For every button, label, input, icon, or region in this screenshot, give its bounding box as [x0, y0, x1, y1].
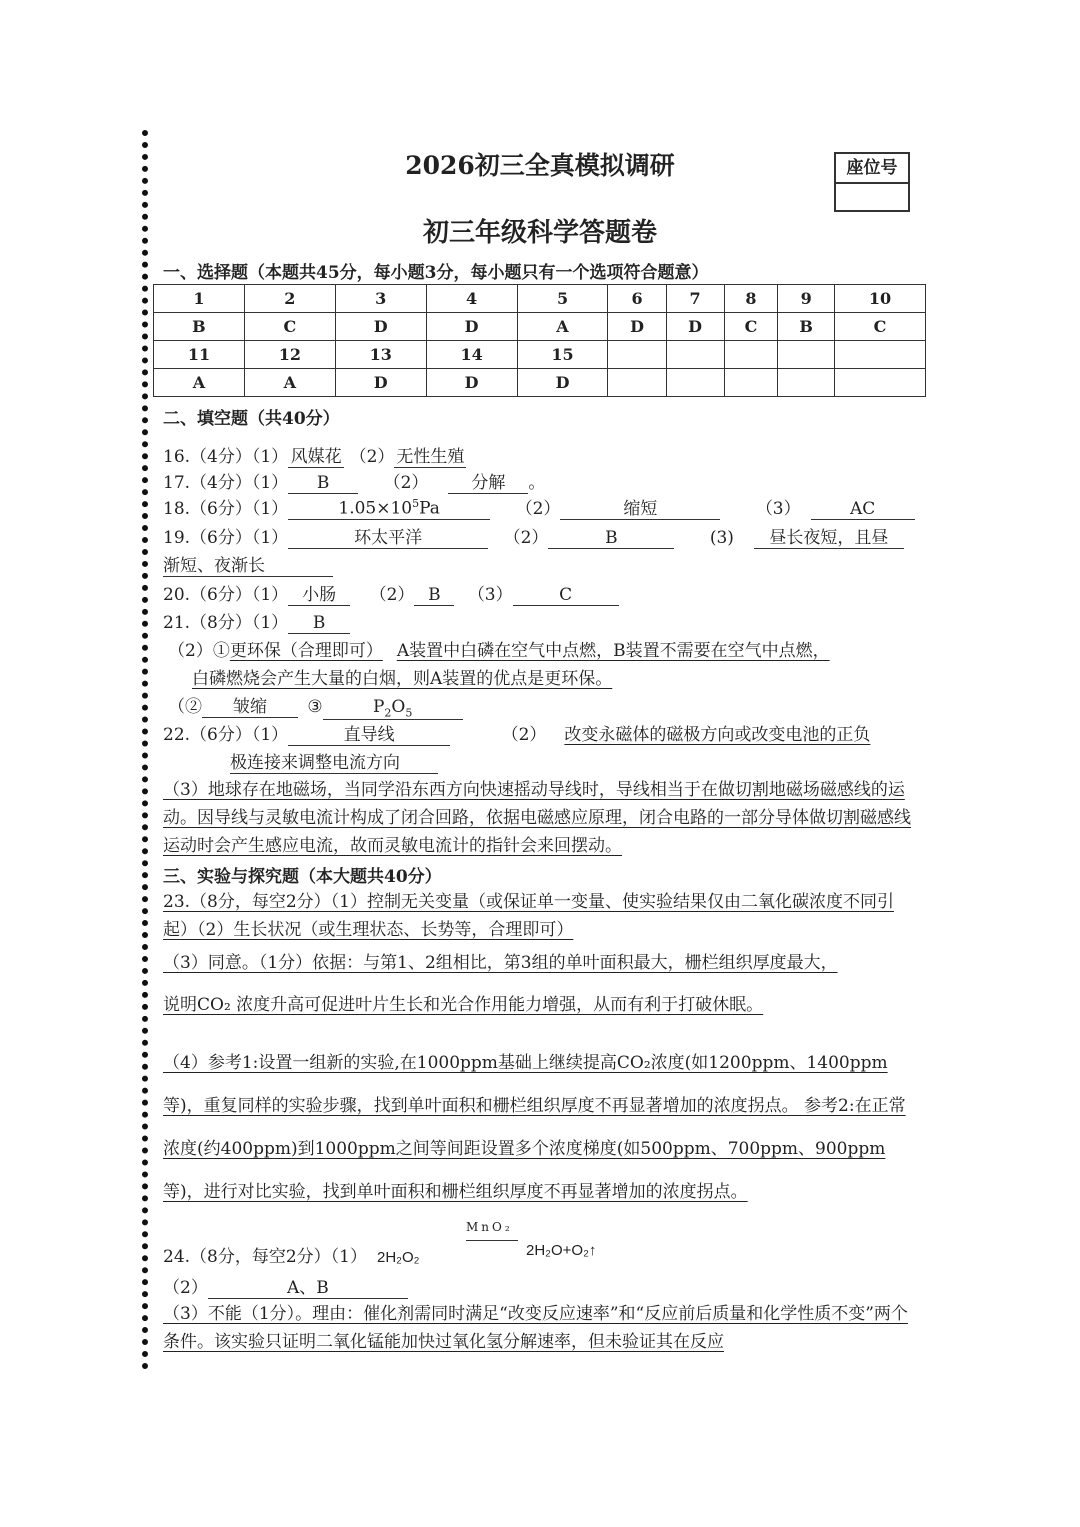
q22-part3-text: （3）地球存在地磁场，当同学沿东西方向快速摇动导线时，导线相当于在做切割地磁场磁感线的运动。因导线与灵敏电流计构成了闭合回路，依据电磁感应原理，闭合电路的一部分导体做切割磁感线运动时会产生感应电流，故而灵敏电流计的指针会来回摆动: [163, 780, 911, 856]
question-number: 3: [335, 285, 426, 313]
question-number: 8: [724, 285, 778, 313]
reaction-arrow-line: [466, 1240, 518, 1241]
question-number: [724, 341, 778, 369]
q17-answer2: 分解: [448, 468, 528, 494]
answer-cell: [724, 369, 778, 397]
exam-title: 2026初三全真模拟调研: [405, 151, 675, 180]
question-number: 7: [666, 285, 724, 313]
q21-part2c-answer: [323, 697, 463, 720]
q22-mid: （2）: [501, 725, 547, 745]
q20-answer1: 小肠: [288, 580, 350, 606]
q19-answer1: 环太平洋: [288, 523, 488, 549]
q18-answer2: 缩短: [560, 494, 720, 520]
q22-part3-end: 。: [605, 836, 622, 856]
answer-cell: [608, 369, 666, 397]
q18-line: [163, 494, 915, 520]
formula-sub: 2: [384, 706, 392, 720]
table-row: [154, 341, 926, 369]
answer-cell: C: [724, 313, 778, 341]
section1-heading: 一、选择题（本题共45分，每小题3分，每小题只有一个选项符合题意）: [163, 263, 709, 283]
question-number: [666, 341, 724, 369]
table-row: [154, 369, 926, 397]
answer-cell: D: [517, 369, 608, 397]
q20-answer3: C: [513, 585, 619, 606]
question-number: 1: [154, 285, 245, 313]
q21-part2-line2: [192, 664, 612, 689]
question-number: 12: [244, 341, 335, 369]
q19-answer3: 昼长夜短，且昼: [754, 523, 904, 549]
answer-cell: D: [335, 369, 426, 397]
q23-part3-line1: （3）同意。（1分）依据：与第1、2组相比，第3组的单叶面积最大，栅栏组织厚度最大，: [163, 953, 838, 973]
q24-part2-line: [163, 1273, 408, 1299]
answer-cell: A: [517, 313, 608, 341]
q21-part2b-line: [168, 692, 463, 720]
q18-answer1-exp: 5: [412, 497, 420, 511]
question-number: [608, 341, 666, 369]
q18-answer1-base: 1.05×10: [338, 499, 413, 519]
q16-line: [163, 442, 466, 468]
q21-part2-text2: 白磷燃烧会产生大量的白烟，则A装置的优点是更环保。: [192, 669, 613, 689]
q16-answer2: 无性生殖: [394, 442, 466, 468]
q21-part2-answer: 更环保（合理即可）: [229, 641, 383, 661]
answer-cell: D: [426, 369, 517, 397]
formula-sub: 5: [405, 706, 413, 720]
q20-answer2: B: [414, 585, 454, 606]
question-number: 6: [608, 285, 666, 313]
q16-answer1: 风媒花: [288, 442, 344, 468]
catalyst-label: MnO₂: [466, 1220, 513, 1234]
answer-cell: C: [835, 313, 926, 341]
question-number: 10: [835, 285, 926, 313]
q21-part2-label: （2）①: [168, 641, 230, 661]
q17-mid: （2）: [383, 473, 429, 493]
q20-mid2: （3）: [467, 585, 513, 605]
q16-mid: （2）: [349, 447, 395, 467]
answer-cell: A: [244, 369, 335, 397]
q21-part2-text: A装置中白磷在空气中点燃，B装置不需要在空气中点燃，: [396, 641, 830, 661]
q18-answer1-unit: Pa: [419, 499, 440, 519]
answer-cell: D: [608, 313, 666, 341]
q21-part2-line: [168, 636, 830, 661]
q18-label: 18.（6分）（1）: [163, 499, 289, 519]
q16-label: 16.（4分）（1）: [163, 447, 289, 467]
q20-label: 20.（6分）（1）: [163, 585, 289, 605]
q22-part3-paragraph: [163, 776, 918, 860]
answer-cell: D: [426, 313, 517, 341]
answer-cell: [835, 369, 926, 397]
table-row: [154, 285, 926, 313]
q20-mid1: （2）: [369, 585, 415, 605]
answer-cell: B: [154, 313, 245, 341]
question-number: 11: [154, 341, 245, 369]
q18-mid1: （2）: [515, 499, 561, 519]
formula-p: P: [372, 697, 385, 717]
answer-cell: D: [666, 313, 724, 341]
seat-number-label: 座位号: [836, 154, 908, 184]
q24-label: 24.（8分，每空2分）（1）: [163, 1247, 367, 1267]
answer-cell: [778, 369, 835, 397]
q21-part2c-label: ③: [307, 697, 323, 717]
q24-part2-label: （2）: [163, 1278, 208, 1298]
q21-label: 21.（8分）（1）: [163, 613, 289, 633]
q24-part3-paragraph: （3）不能（1分）。理由：催化剂需同时满足“改变反应速率”和“反应前后质量和化学性质不变”两个条件。该实验只证明二氧化锰能加快过氧化氢分解速率，但未验证其在反应: [163, 1304, 908, 1352]
q23-part3-line2: 说明CO₂ 浓度升高可促进叶片生长和光合作用能力增强，从而有利于打破休眠。: [163, 995, 764, 1015]
q19-mid1: （2）: [503, 528, 549, 548]
question-number: 15: [517, 341, 608, 369]
q18-answer1: [288, 497, 490, 520]
q18-answer3: AC: [811, 499, 915, 520]
formula-o: O: [391, 697, 406, 717]
q19-answer3-cont: 渐短、夜渐长: [163, 551, 333, 577]
q18-mid2: （3）: [755, 499, 801, 519]
table-row: [154, 313, 926, 341]
answer-sheet-subtitle: 初三年级科学答题卷: [422, 218, 657, 248]
q19-mid2: (3): [709, 528, 734, 548]
q20-line: [163, 580, 619, 606]
question-number: 14: [426, 341, 517, 369]
q19-line2: [163, 551, 333, 577]
q17-answer1: B: [288, 473, 358, 494]
q22-answer1: 直导线: [288, 720, 450, 746]
q21-line: [163, 608, 350, 634]
seat-number-box: [834, 152, 910, 212]
answer-cell: D: [335, 313, 426, 341]
q24-lhs: 2H₂O₂: [376, 1249, 420, 1266]
q24-line1: [163, 1242, 419, 1267]
question-number: 5: [517, 285, 608, 313]
q24-rhs: 2H₂O+O₂↑: [526, 1242, 597, 1259]
q22-answer2: 改变永磁体的磁极方向或改变电池的正负: [564, 725, 871, 745]
question-number: [778, 341, 835, 369]
q19-answer2: B: [548, 528, 674, 549]
question-number: 9: [778, 285, 835, 313]
q22-answer2-cont: 极连接来调整电流方向: [230, 748, 438, 774]
multiple-choice-table: [153, 284, 926, 397]
q23-part1-paragraph: 23.（8分，每空2分）（1）控制无关变量（或保证单一变量、使实验结果仅由二氧化碳浓度不同引起）（2）生长状况（或生理状态、长势等，合理即可）: [163, 892, 894, 940]
q22-line2: [230, 748, 438, 774]
q22-label: 22.（6分）（1）: [163, 725, 289, 745]
answer-cell: B: [778, 313, 835, 341]
q23-part4-paragraph: （4）参考1:设置一组新的实验,在1000ppm基础上继续提高CO₂浓度(如1200ppm、1400ppm等)，重复同样的实验步骤，找到单叶面积和栅栏组织厚度不再显著增加的浓度拐点。 参考2:在正常浓度(约400ppm)到1000ppm之间等间距设置多个浓度梯度(如500ppm、700ppm、900ppm等)，进行对比实验，找到单叶面积和栅栏组织厚度不再显著增加的浓度拐点。: [163, 1053, 906, 1202]
question-number: 13: [335, 341, 426, 369]
q21-part2b-label: （②: [168, 697, 202, 717]
question-number: 4: [426, 285, 517, 313]
answer-cell: C: [244, 313, 335, 341]
q19-line: [163, 523, 904, 549]
section2-heading: 二、填空题（共40分）: [163, 409, 340, 429]
q21-answer1: B: [288, 613, 350, 634]
q17-label: 17.（4分）（1）: [163, 473, 289, 493]
q22-line: [163, 720, 870, 746]
q19-label: 19.（6分）（1）: [163, 528, 289, 548]
q17-end: 。: [528, 473, 546, 493]
question-number: 2: [244, 285, 335, 313]
question-number: [835, 341, 926, 369]
q17-line: [163, 468, 545, 494]
section3-heading: 三、实验与探究题（本大题共40分）: [163, 867, 442, 887]
q21-part2b-answer: 皱缩: [202, 692, 298, 718]
q24-part2-answer: A、B: [208, 1273, 408, 1299]
answer-cell: [666, 369, 724, 397]
answer-cell: A: [154, 369, 245, 397]
